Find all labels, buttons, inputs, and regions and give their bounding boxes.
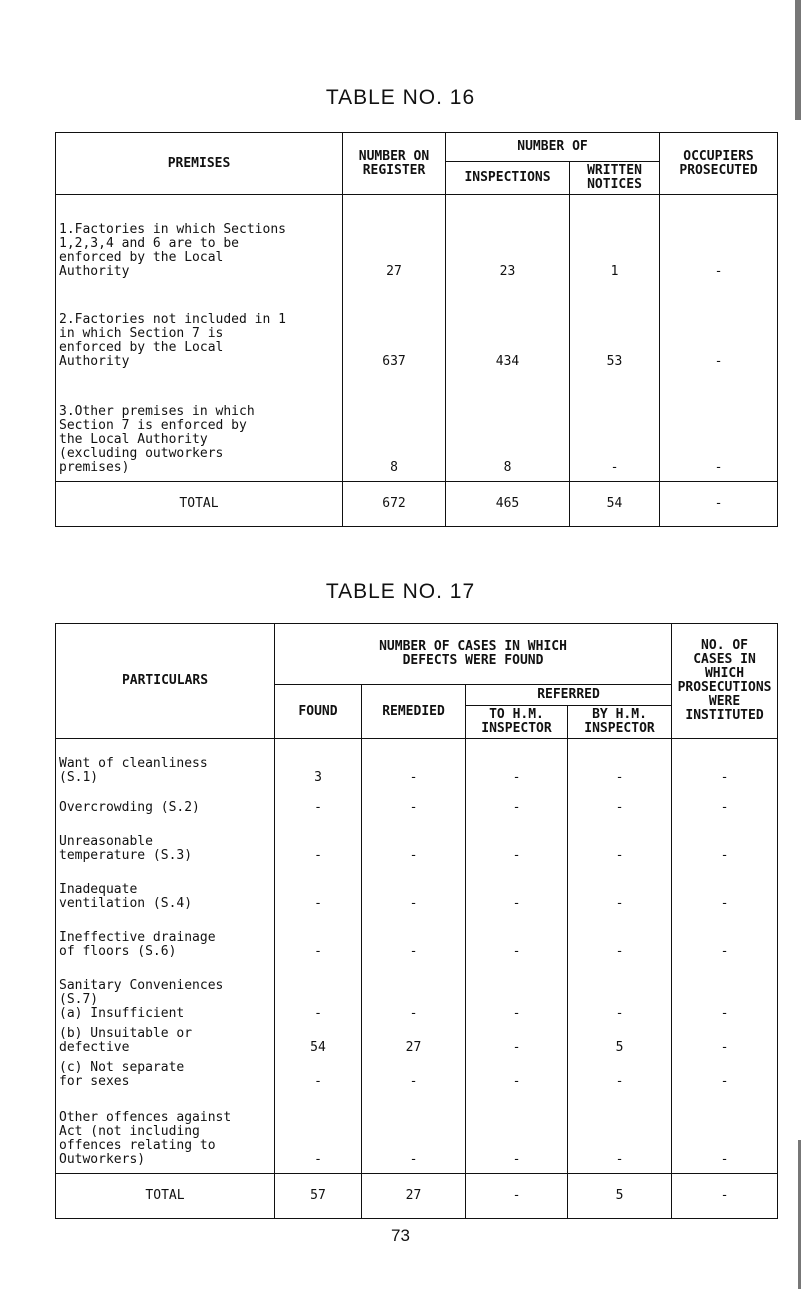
table-17 [55,623,778,1219]
prosecutions-cell: - [672,1095,778,1174]
by-hm-cell: - [568,821,672,869]
remedied-cell: - [362,791,466,821]
particulars-label: (c) Not separate for sexes [56,1061,275,1095]
remedied-cell: 27 [362,1027,466,1061]
scan-edge-shadow [795,0,801,120]
written-notices-header: WRITTEN NOTICES [570,162,660,195]
to-hm-cell: - [466,739,568,792]
particulars-header: PARTICULARS [56,624,275,739]
by-hm-cell: - [568,739,672,792]
inspections-cell: 23 [446,195,570,286]
particulars-label: Sanitary Conveniences (S.7) (a) Insufficient [56,965,275,1027]
total-by-hm: 5 [568,1174,672,1219]
table-row [56,791,778,821]
found-header: FOUND [275,685,362,739]
prosecutions-cell: - [672,821,778,869]
particulars-label: Want of cleanliness (S.1) [56,739,275,792]
table-row [56,965,778,1027]
register-header: NUMBER ON REGISTER [343,133,446,195]
notices-cell: - [570,375,660,482]
found-cell: - [275,965,362,1027]
remedied-header: REMEDIED [362,685,466,739]
table-row [56,1095,778,1174]
register-cell: 8 [343,375,446,482]
to-hm-cell: - [466,791,568,821]
found-cell: 3 [275,739,362,792]
referred-header: REFERRED [466,685,672,706]
table-row [56,739,778,792]
register-cell: 637 [343,285,446,375]
inspections-cell: 434 [446,285,570,375]
prosecutions-cell: - [672,917,778,965]
table-row [56,1061,778,1095]
table-16-title: TABLE NO. 16 [325,86,476,109]
total-inspections: 465 [446,482,570,527]
page-number: 73 [391,1226,410,1245]
register-cell: 27 [343,195,446,286]
remedied-cell: - [362,821,466,869]
total-found: 57 [275,1174,362,1219]
to-hm-cell: - [466,821,568,869]
prosecutions-cell: - [672,869,778,917]
inspections-cell: 8 [446,375,570,482]
premises-label: 3.Other premises in which Section 7 is enforced by the Local Authority (excluding outworkers premises) [56,375,343,482]
found-cell: - [275,821,362,869]
notices-cell: 1 [570,195,660,286]
table-row [56,821,778,869]
table-row [56,1027,778,1061]
prosecuted-cell: - [660,375,778,482]
prosecuted-cell: - [660,195,778,286]
total-to-hm: - [466,1174,568,1219]
particulars-label: Unreasonable temperature (S.3) [56,821,275,869]
remedied-cell: - [362,917,466,965]
by-hm-cell: - [568,917,672,965]
total-notices: 54 [570,482,660,527]
table-row [56,195,778,286]
particulars-label: Overcrowding (S.2) [56,791,275,821]
particulars-label: (b) Unsuitable or defective [56,1027,275,1061]
found-cell: - [275,791,362,821]
to-hm-inspector-header: TO H.M. INSPECTOR [466,706,568,739]
to-hm-cell: - [466,1095,568,1174]
prosecutions-cell: - [672,1061,778,1095]
number-of-header: NUMBER OF [446,133,660,162]
premises-label: 2.Factories not included in 1 in which Section 7 is enforced by the Local Authority [56,285,343,375]
table-row [56,869,778,917]
prosecutions-cell: - [672,965,778,1027]
particulars-label: Other offences against Act (not including offences relating to Outworkers) [56,1095,275,1174]
prosecutions-cell: - [672,739,778,792]
to-hm-cell: - [466,917,568,965]
table-17-title: TABLE NO. 17 [325,580,476,603]
to-hm-cell: - [466,965,568,1027]
remedied-cell: - [362,869,466,917]
total-label: TOTAL [56,482,343,527]
by-hm-cell: - [568,869,672,917]
total-label: TOTAL [56,1174,275,1219]
prosecutions-header: NO. OF CASES IN WHICH PROSECUTIONS WERE INSTITUTED [672,624,778,739]
remedied-cell: - [362,965,466,1027]
remedied-cell: - [362,739,466,792]
to-hm-cell: - [466,869,568,917]
to-hm-cell: - [466,1027,568,1061]
table-16 [55,132,778,527]
by-hm-inspector-header: BY H.M. INSPECTOR [568,706,672,739]
premises-header: PREMISES [56,133,343,195]
found-cell: - [275,917,362,965]
by-hm-cell: - [568,1061,672,1095]
premises-label: 1.Factories in which Sections 1,2,3,4 and 6 are to be enforced by the Local Authority [56,195,343,286]
by-hm-cell: - [568,1095,672,1174]
notices-cell: 53 [570,285,660,375]
prosecuted-cell: - [660,285,778,375]
particulars-label: Inadequate ventilation (S.4) [56,869,275,917]
total-prosecuted: - [660,482,778,527]
by-hm-cell: - [568,791,672,821]
remedied-cell: - [362,1095,466,1174]
total-remedied: 27 [362,1174,466,1219]
found-cell: - [275,1095,362,1174]
table-row [56,285,778,375]
table-row [56,917,778,965]
particulars-label: Ineffective drainage of floors (S.6) [56,917,275,965]
prosecutions-cell: - [672,791,778,821]
to-hm-cell: - [466,1061,568,1095]
number-cases-header: NUMBER OF CASES IN WHICH DEFECTS WERE FOUND [275,624,672,685]
total-register: 672 [343,482,446,527]
total-row [56,1174,778,1219]
by-hm-cell: - [568,965,672,1027]
found-cell: 54 [275,1027,362,1061]
total-prosecutions: - [672,1174,778,1219]
table-row [56,375,778,482]
remedied-cell: - [362,1061,466,1095]
prosecutions-cell: - [672,1027,778,1061]
found-cell: - [275,869,362,917]
total-row [56,482,778,527]
found-cell: - [275,1061,362,1095]
occupiers-prosecuted-header: OCCUPIERS PROSECUTED [660,133,778,195]
by-hm-cell: 5 [568,1027,672,1061]
inspections-header: INSPECTIONS [446,162,570,195]
